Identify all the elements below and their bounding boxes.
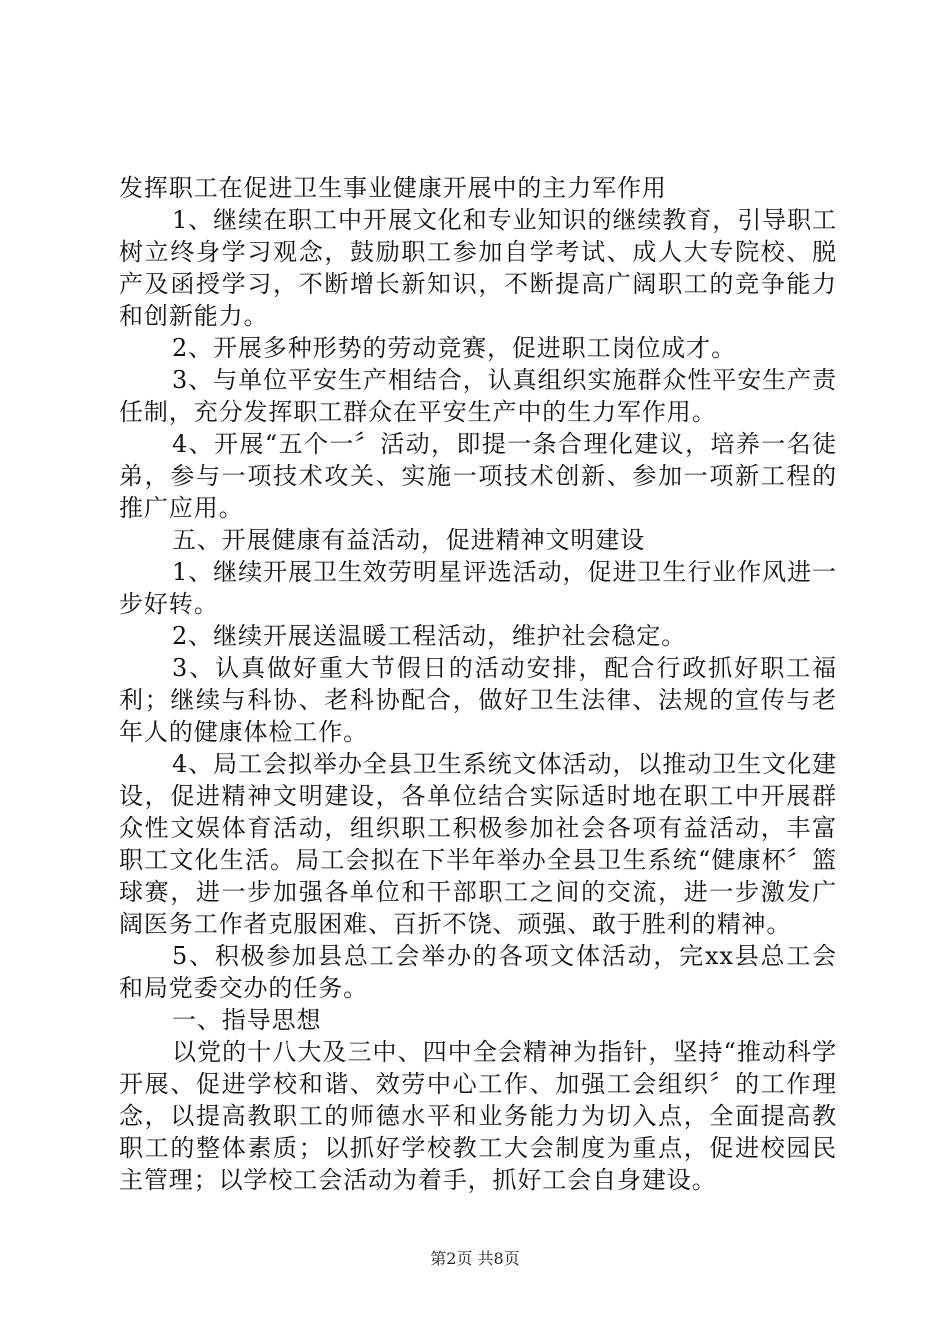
- paragraph-0: 发挥职工在促进卫生事业健康开展中的主力军作用: [119, 174, 667, 202]
- paragraph-4: 4、开展“五个一〞活动，即提一条合理化建议，培养一名徒弟，参与一项技术攻关、实施一项技术创新、参加一项新工程的推广应用。: [119, 430, 837, 522]
- page-number-footer: 第2页 共8页: [430, 1249, 520, 1268]
- paragraph-7: 2、继续开展送温暖工程活动，维护社会稳定。: [172, 622, 687, 650]
- paragraph-8: 3、认真做好重大节假日的活动安排，配合行政抓好职工福利；继续与科协、老科协配合，做好卫生法律、法规的宣传与老年人的健康体检工作。: [119, 654, 837, 746]
- paragraph-10: 5、积极参加县总工会举办的各项文体活动，完xx县总工会和局党委交办的任务。: [119, 942, 837, 1002]
- document-body: [119, 172, 837, 1196]
- paragraph-6: 1、继续开展卫生效劳明星评选活动，促进卫生行业作风进一步好转。: [119, 558, 837, 618]
- section-heading-1: 一、指导思想: [172, 1006, 322, 1034]
- paragraph-12: 以党的十八大及三中、四中全会精神为指针，坚持“推动科学开展、促进学校和谐、效劳中心工作、加强工会组织〞的工作理念，以提高教职工的师德水平和业务能力为切入点，全面提高教职工的整体素质；以抓好学校教工大会制度为重点，促进校园民主管理；以学校工会活动为着手，抓好工会自身建设。: [119, 1038, 837, 1194]
- section-heading-5: 五、开展健康有益活动，促进精神文明建设: [172, 526, 646, 554]
- paragraph-9: 4、局工会拟举办全县卫生系统文体活动，以推动卫生文化建设，促进精神文明建设，各单位结合实际适时地在职工中开展群众性文娱体育活动，组织职工积极参加社会各项有益活动，丰富职工文化生活。局工会拟在下半年举办全县卫生系统“健康杯〞篮球赛，进一步加强各单位和干部职工之间的交流，进一步激发广阔医务工作者克服困难、百折不饶、顽强、敢于胜利的精神。: [119, 750, 837, 938]
- paragraph-1: 1、继续在职工中开展文化和专业知识的继续教育，引导职工树立终身学习观念，鼓励职工参加自学考试、成人大专院校、脱产及函授学习，不断增长新知识，不断提高广阔职工的竞争能力和创新能力。: [119, 206, 837, 330]
- paragraph-2: 2、开展多种形势的劳动竞赛，促进职工岗位成才。: [172, 334, 736, 362]
- paragraph-3: 3、与单位平安生产相结合，认真组织实施群众性平安生产责任制，充分发挥职工群众在平安生产中的生力军作用。: [119, 366, 837, 426]
